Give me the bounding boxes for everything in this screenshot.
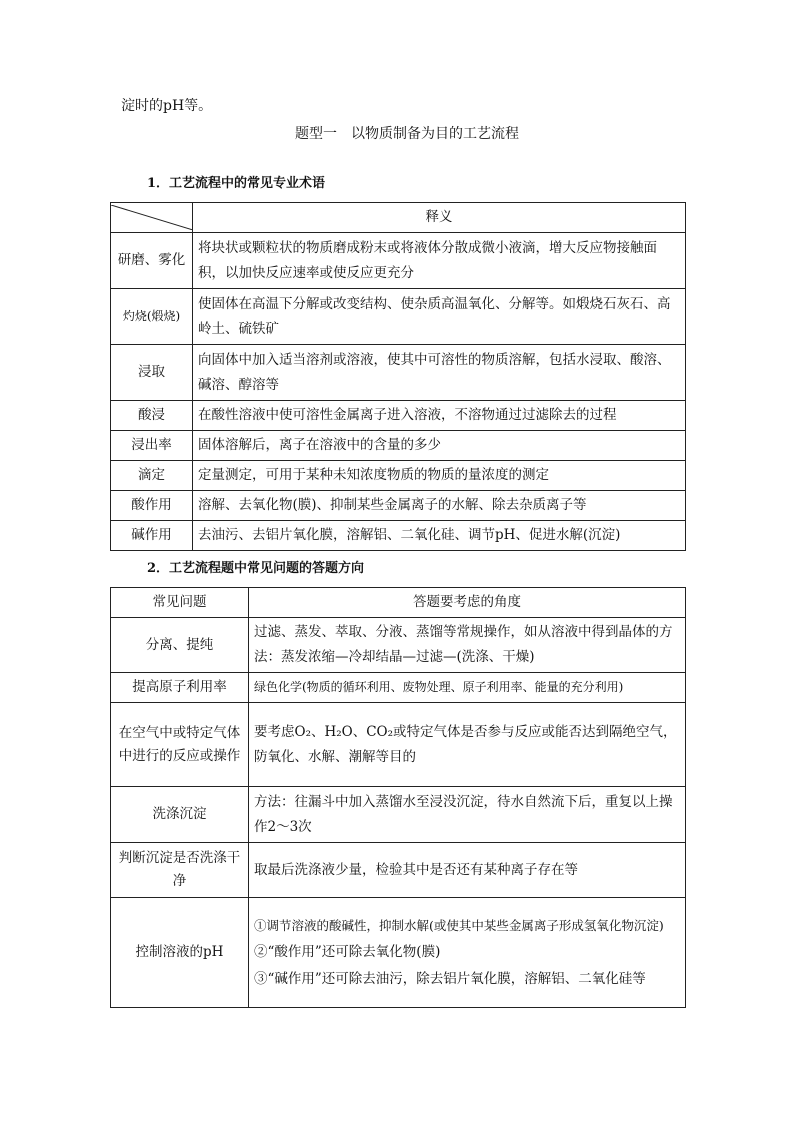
terms-table bbox=[110, 202, 686, 551]
answer-directions-table bbox=[110, 587, 686, 1008]
question-cell: 控制溶液的pH bbox=[111, 898, 249, 1008]
term-cell: 滴定 bbox=[111, 461, 193, 491]
question-cell: 提高原子利用率 bbox=[111, 673, 249, 703]
table-header-row bbox=[111, 588, 686, 618]
question-cell: 分离、提纯 bbox=[111, 618, 249, 673]
definition-cell: 将块状或颗粒状的物质磨成粉末或将液体分散成微小液滴，增大反应物接触面积，以加快反应速率或使反应更充分 bbox=[193, 233, 686, 289]
table-row bbox=[111, 491, 686, 521]
table-row bbox=[111, 289, 686, 345]
answer-cell: 过滤、蒸发、萃取、分液、蒸馏等常规操作，如从溶液中得到晶体的方法：蒸发浓缩—冷却结晶—过滤—(洗涤、干燥) bbox=[249, 618, 686, 673]
diagonal-corner-cell bbox=[111, 203, 193, 233]
definition-cell: 定量测定，可用于某种未知浓度物质的物质的量浓度的测定 bbox=[193, 461, 686, 491]
lead-text: 淀时的pH等。 bbox=[121, 98, 213, 114]
table-row bbox=[111, 703, 686, 787]
table1-heading: 1．工艺流程中的常见专业术语 bbox=[147, 176, 326, 191]
definition-cell: 溶解、去氧化物(膜)、抑制某些金属离子的水解、除去杂质离子等 bbox=[193, 491, 686, 521]
table-row bbox=[111, 673, 686, 703]
term-cell: 碱作用 bbox=[111, 521, 193, 551]
term-cell: 浸取 bbox=[111, 345, 193, 401]
table2-heading: 2．工艺流程题中常见问题的答题方向 bbox=[147, 561, 365, 576]
question-cell: 洗涤沉淀 bbox=[111, 787, 249, 843]
answer-line: ③“碱作用”还可除去油污，除去铝片氧化膜，溶解铝、二氧化硅等 bbox=[254, 971, 646, 987]
definition-cell: 固体溶解后，离子在溶液中的含量的多少 bbox=[193, 431, 686, 461]
column-header-definition: 释义 bbox=[193, 203, 686, 233]
definition-cell: 在酸性溶液中使可溶性金属离子进入溶液，不溶物通过过滤除去的过程 bbox=[193, 401, 686, 431]
term-cell: 酸作用 bbox=[111, 491, 193, 521]
answer-line: ①调节溶液的酸碱性，抑制水解(或使其中某些金属离子形成氢氧化物沉淀) bbox=[254, 918, 664, 933]
answer-cell: 绿色化学(物质的循环利用、废物处理、原子利用率、能量的充分利用) bbox=[249, 673, 686, 703]
table-row bbox=[111, 233, 686, 289]
table-row bbox=[111, 843, 686, 898]
term-cell: 灼烧(煅烧) bbox=[111, 289, 193, 345]
table-row bbox=[111, 898, 686, 1008]
answer-cell: 取最后洗涤液少量，检验其中是否还有某种离子存在等 bbox=[249, 843, 686, 898]
term-cell: 浸出率 bbox=[111, 431, 193, 461]
term-cell: 研磨、雾化 bbox=[111, 233, 193, 289]
question-cell: 判断沉淀是否洗涤干净 bbox=[111, 843, 249, 898]
table-row bbox=[111, 345, 686, 401]
diagonal-line bbox=[111, 205, 193, 230]
table-row bbox=[111, 461, 686, 491]
table-row bbox=[111, 787, 686, 843]
answer-cell: 方法：往漏斗中加入蒸馏水至浸没沉淀，待水自然流下后，重复以上操作2～3次 bbox=[249, 787, 686, 843]
table-row bbox=[111, 618, 686, 673]
definition-cell: 向固体中加入适当溶剂或溶液，使其中可溶性的物质溶解，包括水浸取、酸溶、碱溶、醇溶等 bbox=[193, 345, 686, 401]
definition-cell: 去油污、去铝片氧化膜，溶解铝、二氧化硅、调节pH、促进水解(沉淀) bbox=[193, 521, 686, 551]
table-row bbox=[111, 431, 686, 461]
answer-cell: 要考虑O₂、H₂O、CO₂或特定气体是否参与反应或能否达到隔绝空气，防氧化、水解、潮解等目的 bbox=[249, 703, 686, 787]
column-header-angle: 答题要考虑的角度 bbox=[249, 588, 686, 618]
definition-cell: 使固体在高温下分解或改变结构、使杂质高温氧化、分解等。如煅烧石灰石、高岭土、硫铁矿 bbox=[193, 289, 686, 345]
section-title: 题型一 以物质制备为目的工艺流程 bbox=[295, 126, 519, 142]
term-cell: 酸浸 bbox=[111, 401, 193, 431]
table-row bbox=[111, 401, 686, 431]
table-header-row bbox=[111, 203, 686, 233]
answer-line: ②“酸作用”还可除去氧化物(膜) bbox=[254, 944, 441, 960]
column-header-question: 常见问题 bbox=[111, 588, 249, 618]
answer-cell-multiline bbox=[249, 898, 686, 1008]
table-row bbox=[111, 521, 686, 551]
question-cell: 在空气中或特定气体中进行的反应或操作 bbox=[111, 703, 249, 787]
